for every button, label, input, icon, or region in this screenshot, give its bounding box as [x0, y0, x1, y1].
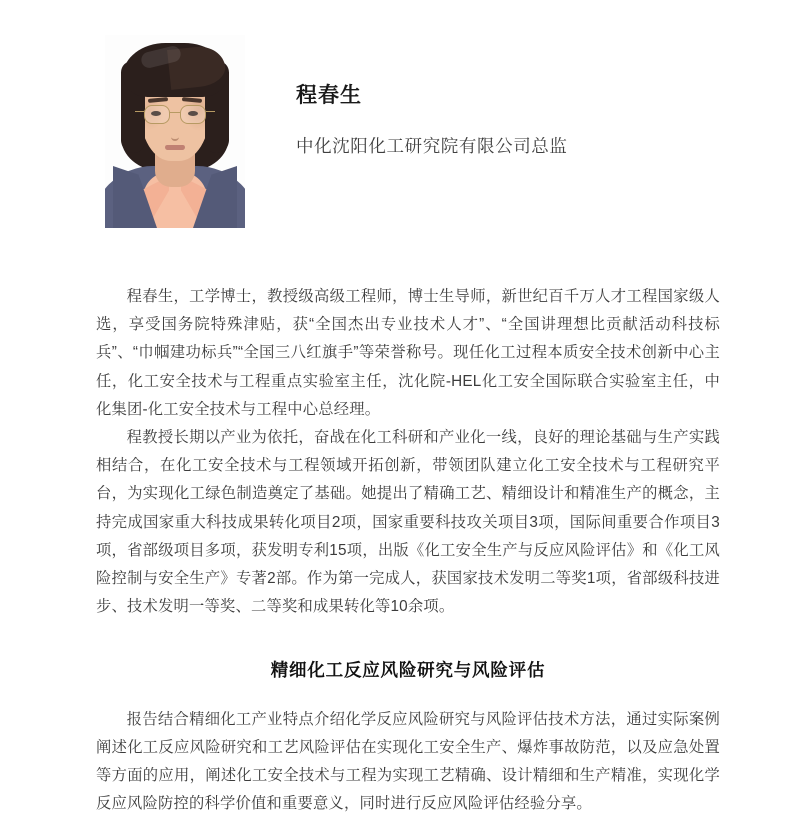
- topic-abstract: 报告结合精细化工产业特点介绍化学反应风险研究与风险评估技术方法，通过实际案例阐述化工反应风险研究和工艺风险评估在实现化工安全生产、爆炸事故防范，以及应急处置等方面的应用，阐述化工安全技术与工程为实现工艺精确、设计精细和生产精准，实现化学反应风险防控的科学价值和重要意义，同时进行反应风险评估经验分享。: [96, 710, 720, 813]
- eyeglasses-lens-left: [144, 105, 170, 124]
- profile-content: [96, 283, 720, 819]
- biography-paragraph-2: 程教授长期以产业为依托，奋战在化工科研和产业化一线，良好的理论基础与生产实践相结合，在化工安全技术与工程领域开拓创新，带领团队建立化工安全技术与工程研究平台，为实现化工绿色制造奠定了基础。她提出了精确工艺、精细设计和精准生产的概念，主持完成国家重大科技成果转化项目2项，国家重要科技攻关项目3项，国际间重要合作项目3项，省部级项目多项，获发明专利15项，出版《化工安全生产与反应风险评估》和《化工风险控制与安全生产》专著2部。作为第一完成人，获国家技术发明二等奖1项，省部级科技进步、技术发明一等奖、二等奖和成果转化等10余项。: [96, 429, 720, 616]
- eyeglasses-bridge: [170, 112, 180, 113]
- speaker-header: [96, 35, 720, 235]
- mouth: [165, 145, 185, 150]
- speaker-meta: [296, 35, 568, 159]
- speaker-name: 程春生: [296, 84, 362, 107]
- eyeglasses-lens-right: [180, 105, 206, 124]
- nose: [171, 127, 179, 141]
- biography-paragraph-1: 程春生，工学博士，教授级高级工程师，博士生导师，新世纪百千万人才工程国家级人选，享受国务院特殊津贴，获“全国杰出专业技术人才”、“全国讲理想比贡献活动科技标兵”、“巾帼建功标兵”“全国三八红旗手”等荣誉称号。现任化工过程本质安全技术创新中心主任，化工安全技术与工程重点实验室主任，沈化院-HEL化工安全国际联合实验室主任，中化集团-化工安全技术与工程中心总经理。: [96, 288, 720, 418]
- topic-heading: 精细化工反应风险研究与风险评估: [270, 660, 546, 681]
- speaker-portrait-photo: [105, 35, 245, 228]
- speaker-affiliation-title: 中化沈阳化工研究院有限公司总监: [296, 136, 568, 157]
- eyeglasses-temple-right: [206, 111, 215, 112]
- eyeglasses-temple-left: [135, 111, 144, 112]
